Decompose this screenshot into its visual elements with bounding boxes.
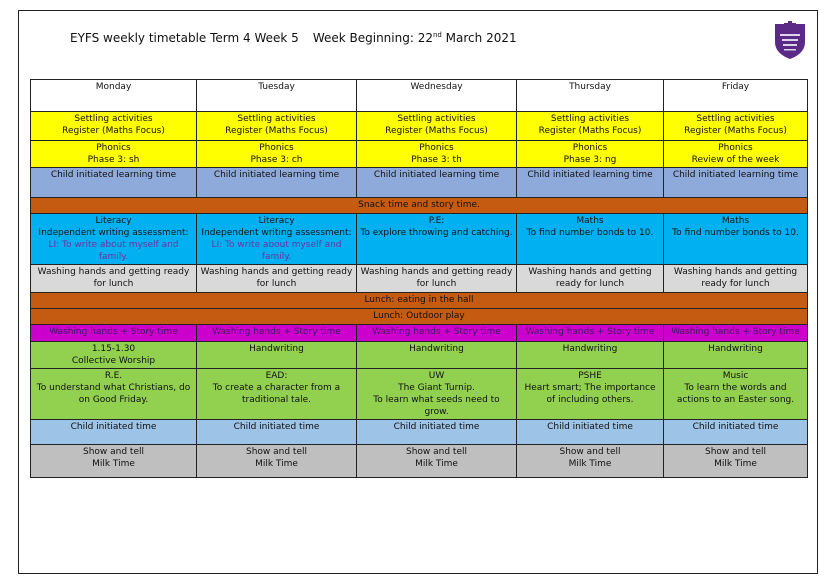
show-tell-cell: Show and tell Milk Time (517, 445, 664, 478)
afternoon-cell: Handwriting (517, 342, 664, 369)
phonics-row (31, 141, 808, 168)
washing-story-row (31, 325, 808, 342)
lesson-cell: P.E: To explore throwing and catching. (357, 214, 517, 265)
afternoon-2-row (31, 369, 808, 420)
child-initiated-cell: Child initiated learning time (517, 168, 664, 198)
day-header: Thursday (517, 80, 664, 112)
day-header: Wednesday (357, 80, 517, 112)
settling-cell: Settling activities Register (Maths Focus) (664, 112, 808, 141)
show-tell-cell: Show and tell Milk Time (664, 445, 808, 478)
child-initiated-cell: Child initiated learning time (664, 168, 808, 198)
child-initiated-row (31, 168, 808, 198)
phonics-cell: Phonics Phase 3: th (357, 141, 517, 168)
phonics-cell: Phonics Phase 3: ng (517, 141, 664, 168)
child-initiated-2-row (31, 420, 808, 445)
lunch-hall-cell: Lunch: eating in the hall (31, 293, 808, 309)
lunch-outdoor-cell: Lunch: Outdoor play (31, 309, 808, 325)
afternoon-cell: Handwriting (664, 342, 808, 369)
week-beginning: Week Beginning: 22nd March 2021 (312, 31, 517, 45)
child-initiated-cell: Child initiated time (197, 420, 357, 445)
afternoon-cell: Handwriting (197, 342, 357, 369)
settling-row (31, 112, 808, 141)
washing-story-cell: Washing hands + Story time (357, 325, 517, 342)
title-text: EYFS weekly timetable Term 4 Week 5 (70, 31, 299, 45)
child-initiated-cell: Child initiated learning time (31, 168, 197, 198)
lesson-cell: Literacy Independent writing assessment: LI: To write about myself and family. (31, 214, 197, 265)
lesson-cell: Maths To find number bonds to 10. (517, 214, 664, 265)
washing-story-cell: Washing hands + Story time (197, 325, 357, 342)
afternoon-cell: 1.15-1.30 Collective Worship (31, 342, 197, 369)
child-initiated-cell: Child initiated learning time (357, 168, 517, 198)
phonics-cell: Phonics Phase 3: sh (31, 141, 197, 168)
lesson-cell: Maths To find number bonds to 10. (664, 214, 808, 265)
phonics-cell: Phonics Review of the week (664, 141, 808, 168)
afternoon-lesson-cell: EAD: To create a character from a traditional tale. (197, 369, 357, 420)
morning-lesson-row (31, 214, 808, 265)
afternoon-cell: Handwriting (357, 342, 517, 369)
child-initiated-cell: Child initiated time (664, 420, 808, 445)
afternoon-lesson-cell: UW The Giant Turnip. To learn what seeds need to grow. (357, 369, 517, 420)
washing-story-cell: Washing hands + Story time (664, 325, 808, 342)
washing-cell: Washing hands and getting ready for lunch (31, 265, 197, 293)
school-crest-icon (772, 20, 808, 60)
phonics-cell: Phonics Phase 3: ch (197, 141, 357, 168)
afternoon-lesson-cell: R.E. To understand what Christians, do on Good Friday. (31, 369, 197, 420)
settling-cell: Settling activities Register (Maths Focus) (31, 112, 197, 141)
washing-cell: Washing hands and getting ready for lunch (197, 265, 357, 293)
child-initiated-cell: Child initiated time (31, 420, 197, 445)
child-initiated-cell: Child initiated learning time (197, 168, 357, 198)
day-header: Monday (31, 80, 197, 112)
day-header: Tuesday (197, 80, 357, 112)
washing-story-cell: Washing hands + Story time (31, 325, 197, 342)
snack-row (31, 198, 808, 214)
washing-cell: Washing hands and getting ready for lunch (517, 265, 664, 293)
afternoon-lesson-cell: Music To learn the words and actions to an Easter song. (664, 369, 808, 420)
days-header-row (31, 80, 808, 112)
lunch-outdoor-row (31, 309, 808, 325)
settling-cell: Settling activities Register (Maths Focus) (357, 112, 517, 141)
show-tell-row (31, 445, 808, 478)
child-initiated-cell: Child initiated time (517, 420, 664, 445)
child-initiated-cell: Child initiated time (357, 420, 517, 445)
snack-cell: Snack time and story time. (31, 198, 808, 214)
timetable-title (70, 31, 517, 45)
lunch-hall-row (31, 293, 808, 309)
lesson-cell: Literacy Independent writing assessment: LI: To write about myself and family. (197, 214, 357, 265)
washing-cell: Washing hands and getting ready for lunch (357, 265, 517, 293)
show-tell-cell: Show and tell Milk Time (197, 445, 357, 478)
washing-cell: Washing hands and getting ready for lunch (664, 265, 808, 293)
afternoon-1-row (31, 342, 808, 369)
settling-cell: Settling activities Register (Maths Focus) (517, 112, 664, 141)
day-header: Friday (664, 80, 808, 112)
timetable (30, 79, 808, 478)
show-tell-cell: Show and tell Milk Time (31, 445, 197, 478)
afternoon-lesson-cell: PSHE Heart smart; The importance of including others. (517, 369, 664, 420)
washing-story-cell: Washing hands + Story time (517, 325, 664, 342)
show-tell-cell: Show and tell Milk Time (357, 445, 517, 478)
settling-cell: Settling activities Register (Maths Focus) (197, 112, 357, 141)
washing-lunch-row (31, 265, 808, 293)
